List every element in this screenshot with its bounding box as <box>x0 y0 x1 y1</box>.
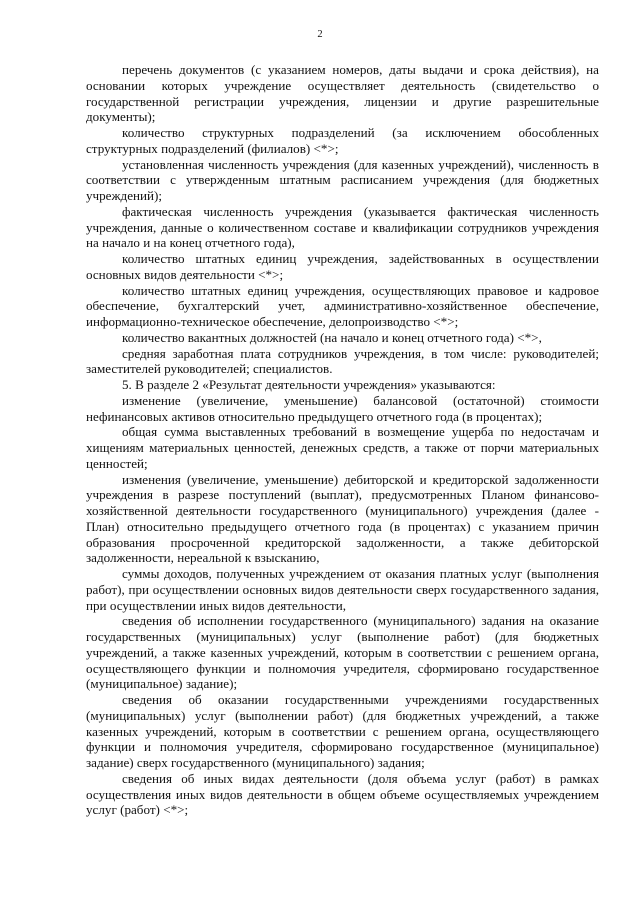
paragraph-structural-units: количество структурных подразделений (за исключением обособленных структурных подразделений (филиалов) <*>; <box>86 125 599 156</box>
paragraph-section-2-heading: 5. В разделе 2 «Результат деятельности учреждения» указываются: <box>122 377 496 392</box>
paragraph-established-staff: установленная численность учреждения (для казенных учреждений), численность в соответствии с утвержденным штатным расписанием учреждения (для бюджетных учреждений); <box>86 156 599 203</box>
document-body <box>86 62 599 818</box>
paragraph-services-beyond-task: сведения об оказании государственными учреждениями государственных (муниципальных) услуг (выполнении работ) (для бюджетных учреждений, а также казенных учреждений, которым в соответствии с решением органа, осуществляющего функции и полномочия учредителя, сформировано государственное (муниципальное) задание) сверх государственного (муниципального) задания; <box>86 692 599 770</box>
paragraph-state-task-execution: сведения об исполнении государственного (муниципального) задания на оказание государственных (муниципальных) услуг (выполнение работ) (для бюджетных учреждений, а также казенных учреждений, которым в соответствии с решением органа, осуществляющего функции и полномочия учредителя, сформировано государственное (муниципальное) задание); <box>86 613 599 692</box>
paragraph-core-staff-units: количество штатных единиц учреждения, задействованных в осуществлении основных видов деятельности <*>; <box>86 251 599 282</box>
paragraph-receivables-payables: изменения (увеличение, уменьшение) дебиторской и кредиторской задолженности учреждения в разрезе поступлений (выплат), предусмотренных Планом финансово-хозяйственной деятельности государственного (муниципального) учреждения (далее - План) относительно предыдущего отчетного года (в процентах) с указанием причин образования просроченной кредиторской задолженности, а также дебиторской задолженности, нереальной к взысканию, <box>86 471 599 566</box>
paragraph-other-activities: сведения об иных видах деятельности (доля объема услуг (работ) в рамках осуществления иных видов деятельности в общем объеме осуществляемых учреждением услуг (работ) <*>; <box>86 770 599 818</box>
paragraph-vacancies: количество вакантных должностей (на начало и конец отчетного года) <*>, <box>122 329 542 345</box>
paragraph-assets-change: изменение (увеличение, уменьшение) балансовой (остаточной) стоимости нефинансовых активов относительно предыдущего отчетного года (в процентах); <box>86 392 599 424</box>
page-number: 2 <box>317 29 323 40</box>
paragraph-damage-claims: общая сумма выставленных требований в возмещение ущерба по недостачам и хищениям материальных ценностей, денежных средств, а также от порчи материальных ценностей; <box>86 424 599 471</box>
paragraph-documents-list: перечень документов (с указанием номеров, даты выдачи и срока действия), на основании которых учреждение осуществляет деятельность (свидетельство о государственной регистрации учреждения, лицензии и другие разрешительные документы); <box>86 62 599 125</box>
paragraph-average-salary: средняя заработная плата сотрудников учреждения, в том числе: руководителей; заместителей руководителей; специалистов. <box>86 345 599 377</box>
paragraph-paid-services-income: суммы доходов, полученных учреждением от оказания платных услуг (выполнения работ), при осуществлении основных видов деятельности сверх государственного задания, при осуществлении иных видов деятельности, <box>86 566 599 613</box>
paragraph-actual-staff: фактическая численность учреждения (указывается фактическая численность учреждения, данные о количественном составе и квалификации сотрудников учреждения на начало и на конец отчетного года), <box>86 203 599 251</box>
paragraph-support-staff-units: количество штатных единиц учреждения, осуществляющих правовое и кадровое обеспечение, бухгалтерский учет, административно-хозяйственное обеспечение, информационно-техническое обеспечение, делопроизводство <*>; <box>86 282 599 329</box>
